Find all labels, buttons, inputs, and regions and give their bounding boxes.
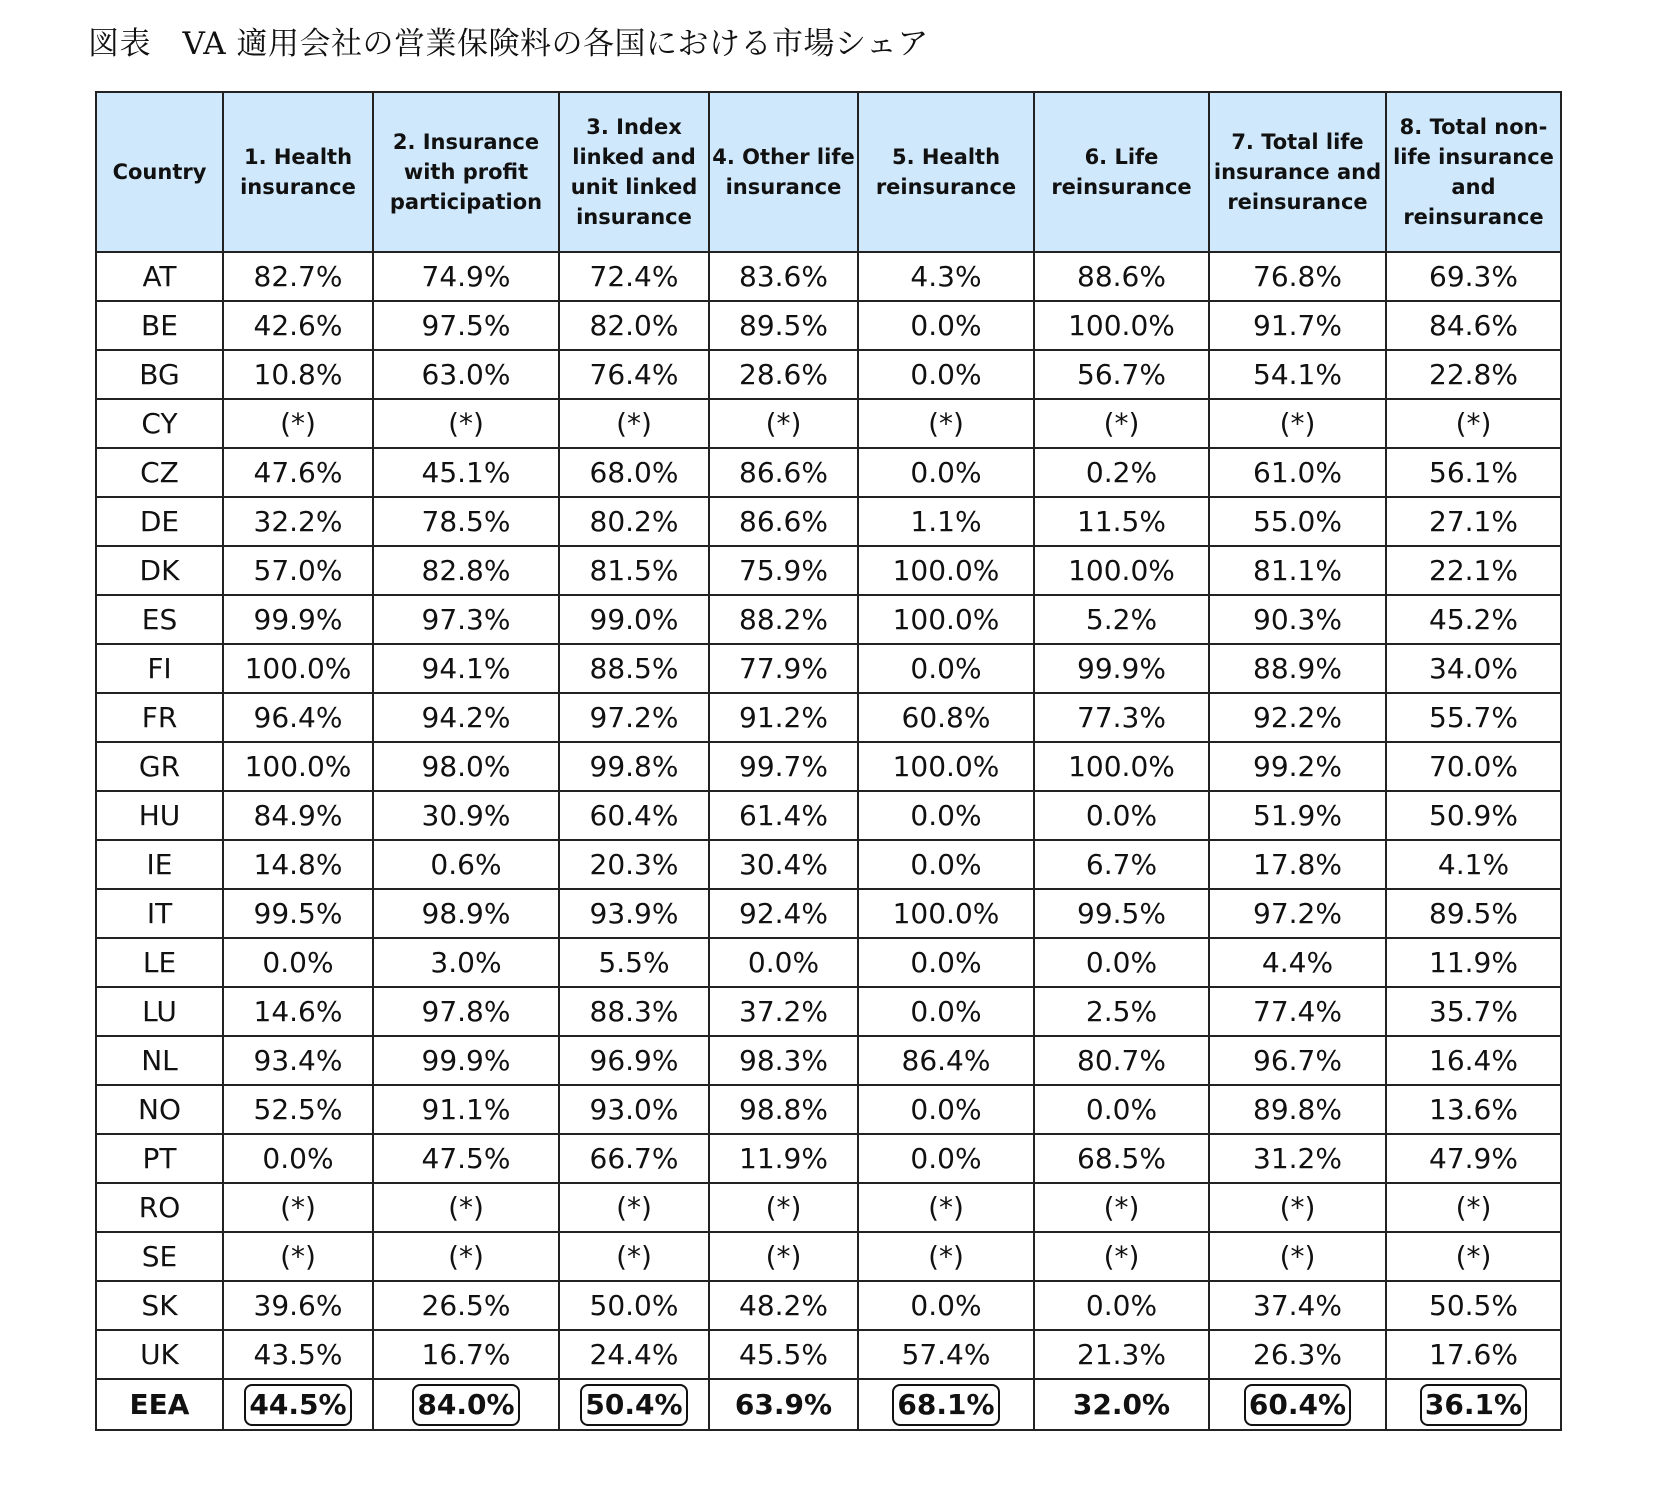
country-cell: GR: [96, 742, 223, 791]
share-cell: 100.0%: [223, 742, 373, 791]
share-cell: (*): [1209, 1232, 1386, 1281]
share-cell: 2.5%: [1034, 987, 1209, 1036]
share-cell: (*): [858, 399, 1034, 448]
share-cell: 82.7%: [223, 252, 373, 301]
share-cell: 99.5%: [223, 889, 373, 938]
share-cell: 88.9%: [1209, 644, 1386, 693]
share-cell: (*): [858, 1183, 1034, 1232]
share-cell: 28.6%: [709, 350, 858, 399]
share-cell: 98.0%: [373, 742, 559, 791]
share-cell: 56.1%: [1386, 448, 1561, 497]
share-cell: 0.0%: [858, 448, 1034, 497]
country-cell: PT: [96, 1134, 223, 1183]
share-cell: 0.0%: [858, 987, 1034, 1036]
share-cell: 81.1%: [1209, 546, 1386, 595]
share-cell: (*): [223, 1183, 373, 1232]
share-cell: 0.6%: [373, 840, 559, 889]
country-cell: HU: [96, 791, 223, 840]
share-cell: (*): [1386, 1232, 1561, 1281]
table-row: [96, 1330, 1561, 1379]
share-cell: 78.5%: [373, 497, 559, 546]
share-cell: 84.9%: [223, 791, 373, 840]
share-cell: 100.0%: [858, 595, 1034, 644]
country-cell: AT: [96, 252, 223, 301]
table-row: [96, 546, 1561, 595]
share-cell: 0.0%: [858, 644, 1034, 693]
share-cell: 56.7%: [1034, 350, 1209, 399]
share-cell: 74.9%: [373, 252, 559, 301]
share-cell: 0.0%: [858, 938, 1034, 987]
share-cell: 4.1%: [1386, 840, 1561, 889]
country-cell: SK: [96, 1281, 223, 1330]
share-cell: 21.3%: [1034, 1330, 1209, 1379]
country-cell: LU: [96, 987, 223, 1036]
share-cell: 11.9%: [1386, 938, 1561, 987]
share-cell: 63.0%: [373, 350, 559, 399]
total-cell: [223, 1379, 373, 1430]
share-cell: 77.9%: [709, 644, 858, 693]
share-cell: 94.2%: [373, 693, 559, 742]
header-cell: 7. Total life insurance and reinsurance: [1209, 92, 1386, 252]
share-cell: (*): [1209, 1183, 1386, 1232]
share-cell: 50.0%: [559, 1281, 709, 1330]
share-cell: 5.5%: [559, 938, 709, 987]
share-cell: 0.0%: [223, 1134, 373, 1183]
share-cell: (*): [223, 1232, 373, 1281]
country-cell: BG: [96, 350, 223, 399]
share-cell: (*): [709, 1183, 858, 1232]
table-row: [96, 448, 1561, 497]
table-row: [96, 399, 1561, 448]
share-cell: 0.2%: [1034, 448, 1209, 497]
share-cell: 0.0%: [709, 938, 858, 987]
table-row: [96, 1085, 1561, 1134]
share-cell: 24.4%: [559, 1330, 709, 1379]
share-cell: 22.8%: [1386, 350, 1561, 399]
share-cell: (*): [1034, 1183, 1209, 1232]
share-cell: 99.2%: [1209, 742, 1386, 791]
share-cell: 91.7%: [1209, 301, 1386, 350]
share-cell: 42.6%: [223, 301, 373, 350]
share-cell: 99.0%: [559, 595, 709, 644]
share-cell: 100.0%: [1034, 742, 1209, 791]
header-cell: 1. Health insurance: [223, 92, 373, 252]
share-cell: 5.2%: [1034, 595, 1209, 644]
share-cell: 100.0%: [858, 546, 1034, 595]
share-cell: 55.7%: [1386, 693, 1561, 742]
table-row: [96, 791, 1561, 840]
share-cell: 4.4%: [1209, 938, 1386, 987]
country-cell: CY: [96, 399, 223, 448]
total-value: 32.0%: [1072, 1388, 1171, 1421]
share-cell: 3.0%: [373, 938, 559, 987]
table-row: [96, 252, 1561, 301]
share-cell: 45.2%: [1386, 595, 1561, 644]
share-cell: 30.9%: [373, 791, 559, 840]
share-cell: 45.5%: [709, 1330, 858, 1379]
share-cell: (*): [559, 1232, 709, 1281]
table-row: [96, 938, 1561, 987]
share-cell: 22.1%: [1386, 546, 1561, 595]
share-cell: 34.0%: [1386, 644, 1561, 693]
market-share-table: [95, 91, 1562, 1431]
share-cell: 89.5%: [709, 301, 858, 350]
share-cell: 55.0%: [1209, 497, 1386, 546]
table-row: [96, 350, 1561, 399]
share-cell: 70.0%: [1386, 742, 1561, 791]
country-cell: DE: [96, 497, 223, 546]
share-cell: 16.4%: [1386, 1036, 1561, 1085]
total-row: [96, 1379, 1561, 1430]
share-cell: 98.8%: [709, 1085, 858, 1134]
share-cell: 98.9%: [373, 889, 559, 938]
circled-value: 50.4%: [580, 1384, 687, 1426]
share-cell: (*): [709, 399, 858, 448]
share-cell: 89.5%: [1386, 889, 1561, 938]
share-cell: (*): [559, 1183, 709, 1232]
share-cell: 88.6%: [1034, 252, 1209, 301]
total-cell: [709, 1379, 858, 1430]
table-row: [96, 987, 1561, 1036]
share-cell: 37.4%: [1209, 1281, 1386, 1330]
share-cell: 97.2%: [1209, 889, 1386, 938]
header-cell: Country: [96, 92, 223, 252]
table-row: [96, 1134, 1561, 1183]
share-cell: 1.1%: [858, 497, 1034, 546]
share-cell: 83.6%: [709, 252, 858, 301]
share-cell: 81.5%: [559, 546, 709, 595]
header-cell: 6. Life reinsurance: [1034, 92, 1209, 252]
figure-title: 図表 VA 適用会社の営業保険料の各国における市場シェア: [88, 26, 929, 62]
total-label: EEA: [96, 1379, 223, 1430]
total-value: 63.9%: [734, 1388, 833, 1421]
share-cell: 97.3%: [373, 595, 559, 644]
share-cell: 76.8%: [1209, 252, 1386, 301]
share-cell: 61.0%: [1209, 448, 1386, 497]
share-cell: 0.0%: [1034, 791, 1209, 840]
share-cell: 93.9%: [559, 889, 709, 938]
share-cell: 86.6%: [709, 497, 858, 546]
share-cell: 14.6%: [223, 987, 373, 1036]
header-cell: 3. Index linked and unit linked insurance: [559, 92, 709, 252]
share-cell: (*): [1209, 399, 1386, 448]
share-cell: (*): [223, 399, 373, 448]
share-cell: 11.5%: [1034, 497, 1209, 546]
share-cell: 66.7%: [559, 1134, 709, 1183]
share-cell: 16.7%: [373, 1330, 559, 1379]
share-cell: 99.9%: [1034, 644, 1209, 693]
share-cell: 0.0%: [1034, 1281, 1209, 1330]
share-cell: 0.0%: [858, 1281, 1034, 1330]
share-cell: 17.6%: [1386, 1330, 1561, 1379]
share-cell: 100.0%: [858, 742, 1034, 791]
header-cell: 5. Health reinsurance: [858, 92, 1034, 252]
share-cell: 20.3%: [559, 840, 709, 889]
country-cell: SE: [96, 1232, 223, 1281]
share-cell: 72.4%: [559, 252, 709, 301]
share-cell: 82.8%: [373, 546, 559, 595]
share-cell: 99.8%: [559, 742, 709, 791]
share-cell: 80.7%: [1034, 1036, 1209, 1085]
share-cell: 50.9%: [1386, 791, 1561, 840]
share-cell: 100.0%: [223, 644, 373, 693]
share-cell: 0.0%: [858, 1085, 1034, 1134]
country-cell: ES: [96, 595, 223, 644]
share-cell: 88.5%: [559, 644, 709, 693]
share-cell: 76.4%: [559, 350, 709, 399]
total-cell: [1386, 1379, 1561, 1430]
share-cell: 57.0%: [223, 546, 373, 595]
share-cell: 30.4%: [709, 840, 858, 889]
share-cell: 90.3%: [1209, 595, 1386, 644]
share-cell: (*): [709, 1232, 858, 1281]
share-cell: 51.9%: [1209, 791, 1386, 840]
share-cell: 86.4%: [858, 1036, 1034, 1085]
share-cell: 52.5%: [223, 1085, 373, 1134]
share-cell: (*): [373, 399, 559, 448]
share-cell: 91.2%: [709, 693, 858, 742]
total-cell: [1034, 1379, 1209, 1430]
circled-value: 84.0%: [412, 1384, 519, 1426]
share-cell: 69.3%: [1386, 252, 1561, 301]
share-cell: 99.9%: [373, 1036, 559, 1085]
share-cell: 97.8%: [373, 987, 559, 1036]
share-cell: 89.8%: [1209, 1085, 1386, 1134]
share-cell: (*): [1386, 399, 1561, 448]
share-cell: 60.8%: [858, 693, 1034, 742]
share-cell: (*): [1386, 1183, 1561, 1232]
country-cell: IT: [96, 889, 223, 938]
country-cell: IE: [96, 840, 223, 889]
share-cell: (*): [1034, 1232, 1209, 1281]
table-row: [96, 840, 1561, 889]
country-cell: UK: [96, 1330, 223, 1379]
share-cell: 17.8%: [1209, 840, 1386, 889]
share-cell: 99.5%: [1034, 889, 1209, 938]
table-row: [96, 1036, 1561, 1085]
total-cell: [1209, 1379, 1386, 1430]
share-cell: (*): [373, 1183, 559, 1232]
share-cell: 60.4%: [559, 791, 709, 840]
share-cell: 88.2%: [709, 595, 858, 644]
share-cell: 61.4%: [709, 791, 858, 840]
share-cell: 10.8%: [223, 350, 373, 399]
country-cell: NO: [96, 1085, 223, 1134]
country-cell: FR: [96, 693, 223, 742]
share-cell: (*): [559, 399, 709, 448]
share-cell: 14.8%: [223, 840, 373, 889]
share-cell: 68.5%: [1034, 1134, 1209, 1183]
share-cell: 26.5%: [373, 1281, 559, 1330]
share-cell: 84.6%: [1386, 301, 1561, 350]
share-cell: 96.7%: [1209, 1036, 1386, 1085]
table-row: [96, 301, 1561, 350]
share-cell: 47.9%: [1386, 1134, 1561, 1183]
country-cell: CZ: [96, 448, 223, 497]
share-cell: 47.5%: [373, 1134, 559, 1183]
share-cell: 47.6%: [223, 448, 373, 497]
total-cell: [373, 1379, 559, 1430]
share-cell: 0.0%: [858, 301, 1034, 350]
table-row: [96, 595, 1561, 644]
share-cell: (*): [1034, 399, 1209, 448]
country-cell: DK: [96, 546, 223, 595]
share-cell: 45.1%: [373, 448, 559, 497]
table-row: [96, 1281, 1561, 1330]
share-cell: 91.1%: [373, 1085, 559, 1134]
share-cell: 100.0%: [858, 889, 1034, 938]
table-row: [96, 1183, 1561, 1232]
circled-value: 60.4%: [1244, 1384, 1351, 1426]
share-cell: 0.0%: [858, 840, 1034, 889]
table-row: [96, 497, 1561, 546]
table-row: [96, 1232, 1561, 1281]
share-cell: 0.0%: [858, 1134, 1034, 1183]
share-cell: 86.6%: [709, 448, 858, 497]
share-cell: 27.1%: [1386, 497, 1561, 546]
share-cell: 50.5%: [1386, 1281, 1561, 1330]
share-cell: 39.6%: [223, 1281, 373, 1330]
share-cell: 0.0%: [858, 350, 1034, 399]
share-cell: 100.0%: [1034, 301, 1209, 350]
share-cell: 94.1%: [373, 644, 559, 693]
table-row: [96, 693, 1561, 742]
share-cell: 93.0%: [559, 1085, 709, 1134]
share-cell: 26.3%: [1209, 1330, 1386, 1379]
share-cell: 6.7%: [1034, 840, 1209, 889]
share-cell: 77.4%: [1209, 987, 1386, 1036]
total-cell: [858, 1379, 1034, 1430]
share-cell: 92.4%: [709, 889, 858, 938]
share-cell: 97.5%: [373, 301, 559, 350]
circled-value: 36.1%: [1420, 1384, 1527, 1426]
share-cell: 31.2%: [1209, 1134, 1386, 1183]
circled-value: 68.1%: [892, 1384, 999, 1426]
share-cell: 97.2%: [559, 693, 709, 742]
share-cell: 0.0%: [1034, 938, 1209, 987]
share-cell: 96.4%: [223, 693, 373, 742]
country-cell: NL: [96, 1036, 223, 1085]
share-cell: 54.1%: [1209, 350, 1386, 399]
country-cell: RO: [96, 1183, 223, 1232]
share-cell: 11.9%: [709, 1134, 858, 1183]
share-cell: 68.0%: [559, 448, 709, 497]
table-row: [96, 644, 1561, 693]
share-cell: 32.2%: [223, 497, 373, 546]
share-cell: 75.9%: [709, 546, 858, 595]
share-cell: 98.3%: [709, 1036, 858, 1085]
share-cell: 0.0%: [223, 938, 373, 987]
header-cell: 2. Insurance with profit participation: [373, 92, 559, 252]
share-cell: 93.4%: [223, 1036, 373, 1085]
circled-value: 44.5%: [244, 1384, 351, 1426]
share-cell: 77.3%: [1034, 693, 1209, 742]
table-row: [96, 742, 1561, 791]
share-cell: 82.0%: [559, 301, 709, 350]
header-row: [96, 92, 1561, 252]
share-cell: 100.0%: [1034, 546, 1209, 595]
share-cell: (*): [858, 1232, 1034, 1281]
share-cell: 99.9%: [223, 595, 373, 644]
table-row: [96, 889, 1561, 938]
share-cell: 35.7%: [1386, 987, 1561, 1036]
share-cell: 96.9%: [559, 1036, 709, 1085]
share-cell: 57.4%: [858, 1330, 1034, 1379]
share-cell: 4.3%: [858, 252, 1034, 301]
share-cell: 92.2%: [1209, 693, 1386, 742]
share-cell: 99.7%: [709, 742, 858, 791]
share-cell: 43.5%: [223, 1330, 373, 1379]
share-cell: 0.0%: [858, 791, 1034, 840]
total-cell: [559, 1379, 709, 1430]
share-cell: 37.2%: [709, 987, 858, 1036]
header-cell: 8. Total non-life insurance and reinsurance: [1386, 92, 1561, 252]
share-cell: 48.2%: [709, 1281, 858, 1330]
share-cell: 88.3%: [559, 987, 709, 1036]
share-cell: 13.6%: [1386, 1085, 1561, 1134]
country-cell: FI: [96, 644, 223, 693]
country-cell: BE: [96, 301, 223, 350]
header-cell: 4. Other life insurance: [709, 92, 858, 252]
share-cell: (*): [373, 1232, 559, 1281]
country-cell: LE: [96, 938, 223, 987]
share-cell: 0.0%: [1034, 1085, 1209, 1134]
share-cell: 80.2%: [559, 497, 709, 546]
